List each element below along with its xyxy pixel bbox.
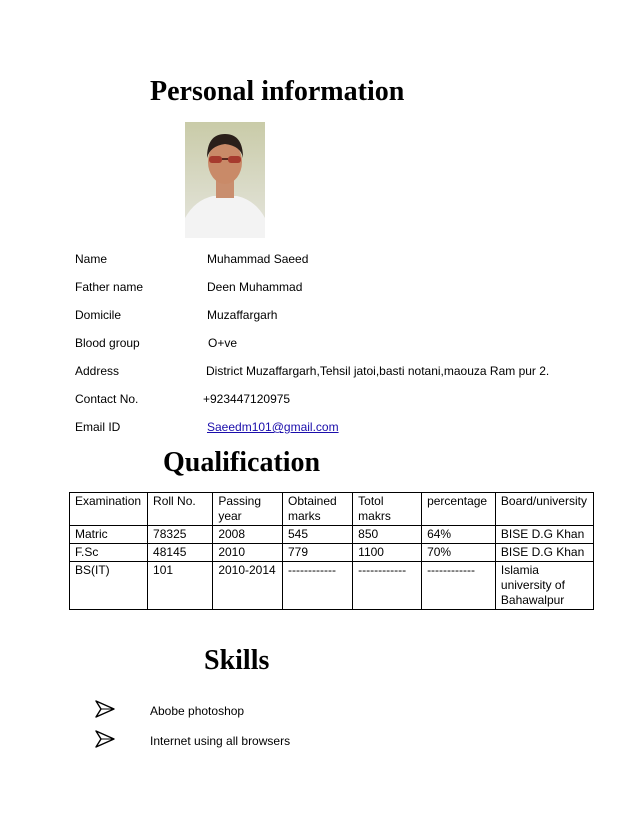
table-header-cell: Obtained marks (283, 493, 353, 526)
table-cell: BISE D.G Khan (495, 526, 593, 544)
info-value: +923447120975 (203, 392, 291, 406)
portrait-photo-icon (185, 122, 265, 238)
table-cell: Islamia university of Bahawalpur (495, 562, 593, 610)
skill-label: Internet using all browsers (150, 734, 291, 748)
table-cell: 850 (353, 526, 422, 544)
table-header-cell: Passing year (213, 493, 283, 526)
personal-information-heading: Personal information (150, 76, 405, 107)
info-value: District Muzaffargarh,Tehsil jatoi,basti notani,maouza Ram pur 2. (206, 364, 550, 378)
table-row (70, 526, 594, 544)
table-cell: 78325 (148, 526, 213, 544)
qualification-heading: Qualification (163, 447, 321, 478)
table-cell: 1100 (353, 544, 422, 562)
table-cell: 2008 (213, 526, 283, 544)
table-header-cell: Examination (70, 493, 148, 526)
arrow-bullet-icon (95, 700, 115, 718)
table-row (70, 562, 594, 610)
table-cell: 48145 (148, 544, 213, 562)
table-cell: BS(IT) (70, 562, 148, 610)
info-label: Address (75, 364, 120, 378)
table-cell: BISE D.G Khan (495, 544, 593, 562)
info-label: Father name (75, 280, 144, 294)
table-header-cell: Board/university (495, 493, 593, 526)
table-cell: 779 (283, 544, 353, 562)
info-value: Muzaffargarh (207, 308, 278, 322)
info-value: Muhammad Saeed (207, 252, 309, 266)
table-row (70, 544, 594, 562)
qualification-table (69, 492, 594, 610)
table-cell: 70% (422, 544, 496, 562)
info-value: Deen Muhammad (207, 280, 303, 294)
info-label: Contact No. (75, 392, 139, 406)
info-label: Domicile (75, 308, 122, 322)
table-cell: ------------ (353, 562, 422, 610)
info-label: Name (75, 252, 108, 266)
table-header-cell: Totol makrs (353, 493, 422, 526)
table-cell: F.Sc (70, 544, 148, 562)
table-header-row (70, 493, 594, 526)
table-cell: 64% (422, 526, 496, 544)
info-label: Blood group (75, 336, 140, 350)
table-cell: Matric (70, 526, 148, 544)
profile-photo (185, 122, 265, 238)
skills-heading: Skills (204, 645, 270, 676)
table-header-cell: Roll No. (148, 493, 213, 526)
skill-label: Abobe photoshop (150, 704, 245, 718)
table-cell: 2010 (213, 544, 283, 562)
table-cell: 545 (283, 526, 353, 544)
info-label: Email ID (75, 420, 121, 434)
info-value: O+ve (208, 336, 238, 350)
arrow-bullet-icon (95, 730, 115, 748)
table-cell: ------------ (283, 562, 353, 610)
table-header-cell: percentage (422, 493, 496, 526)
table-cell: ------------ (422, 562, 496, 610)
table-cell: 101 (148, 562, 213, 610)
table-cell: 2010-2014 (213, 562, 283, 610)
email-link[interactable]: Saeedm101@gmail.com (207, 420, 339, 434)
